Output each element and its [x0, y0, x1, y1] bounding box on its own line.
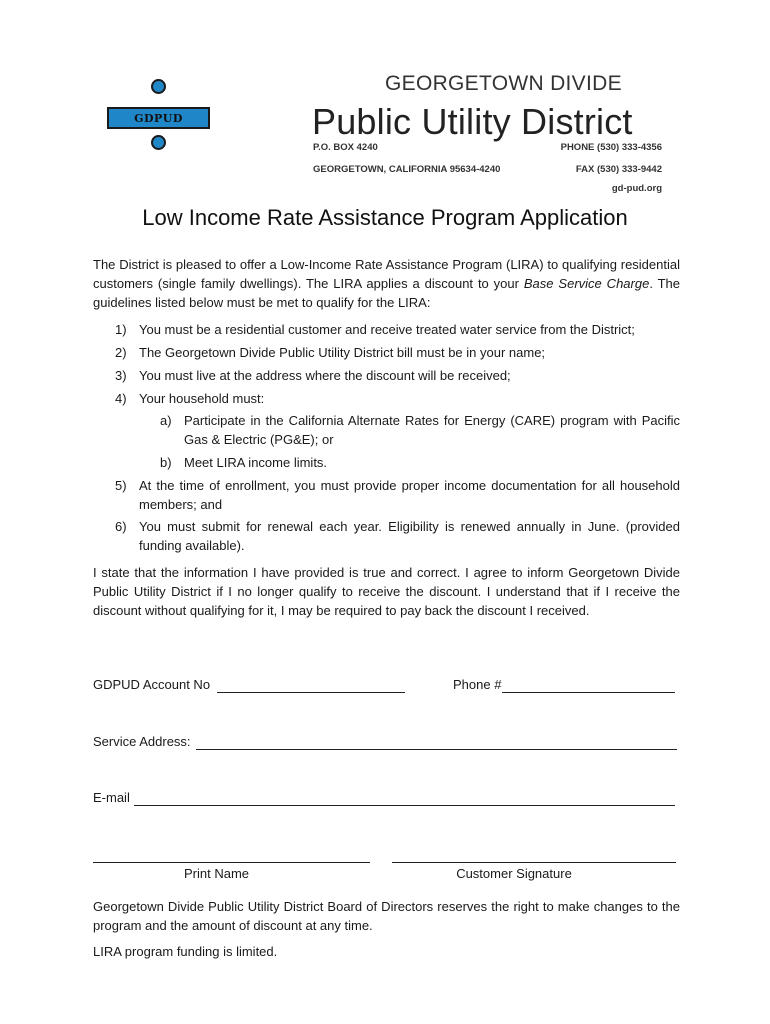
website: gd-pud.org — [611, 183, 662, 194]
logo-bottom-dot — [151, 135, 166, 150]
intro-italic: Base Service Charge — [523, 276, 650, 291]
account-number-field[interactable] — [217, 692, 405, 693]
intro-paragraph — [93, 255, 680, 312]
funding-note: LIRA program funding is limited. — [93, 944, 278, 959]
account-label: GDPUD Account No — [93, 677, 211, 692]
address-label: Service Address: — [93, 734, 191, 749]
print-name-field[interactable] — [93, 862, 370, 863]
intro-text-2: . The guidelines listed below must be met to qualify for the LIRA: — [93, 276, 681, 310]
signature-field[interactable] — [392, 862, 676, 863]
logo-text: GDPUD — [134, 111, 183, 125]
phone-number: PHONE (530) 333-4356 — [560, 142, 662, 153]
intro-text-1: The District is pleased to offer a Low-Income Rate Assistance Program (LIRA) to qualifying residential customers (single family dwellings). The LIRA applies a discount to your — [93, 257, 680, 291]
phone-field[interactable] — [502, 692, 675, 693]
logo-bar — [107, 107, 210, 129]
email-label: E-mail — [93, 790, 130, 805]
fax-number: FAX (530) 333-9442 — [575, 164, 662, 175]
email-field[interactable] — [134, 805, 675, 806]
gdpud-logo — [104, 79, 214, 154]
org-name-top: GEORGETOWN DIVIDE — [385, 72, 622, 95]
print-name-label: Print Name — [183, 866, 250, 881]
document-page: GDPUD GEORGETOWN DIVIDE Public Utility District P.O. BOX 4240 GEORGETOWN, CALIFORNIA 95634-4240 PHONE (530) 333-4356 FAX (530) 333-9442 gd-pud.org Low Income Rate Assistance Program Application The District is pleased to offer a Low-Income Rate Assistance Program (LIRA) to qualifying residential customers (single family dwellings). The LIRA applies a discount to your Base Service Charge. The guidelines listed below must be met to qualify for the LIRA: 1) You must be a residential customer and receive treated water service from the District; 2) The Georgetown Divide Public Utility District bill must be in your name; 3) You must live at the address where the discount will be received; 4) Your household must: a) Participate in the California Alternate Rates for Energy (CARE) program with Pacific Gas & Electric (PG&E); or b) Meet LIRA income limits. 5) At the time of enrollment, you must provide proper income documentation for all household members; and 6) You must submit for renewal each year. Eligibility is renewed annually in June. (provided funding available). I state that the information I have provided is true and correct. I agree to inform Georgetown Divide Public Utility District if I no longer qualify to receive the discount. I understand that if I receive the discount without qualifying for it, I may be required to pay back the discount I received. GDPUD Account No Phone # Service Address: E-mail Print Name Customer Signature Georgetown Divide Public Utility District Board of Directors reserves the right to make changes to the program and the amount of discount at any time. LIRA program funding is limited. — [0, 0, 770, 1024]
disclaimer-paragraph: Georgetown Divide Public Utility District Board of Directors reserves the right to make changes to the program and the amount of discount at any time. — [93, 899, 680, 933]
org-name-main: Public Utility District — [312, 101, 633, 142]
city-address: GEORGETOWN, CALIFORNIA 95634-4240 — [313, 164, 501, 175]
logo-top-dot — [151, 79, 166, 94]
po-box: P.O. BOX 4240 — [313, 142, 378, 153]
service-address-field[interactable] — [196, 749, 677, 750]
phone-label: Phone # — [453, 677, 502, 692]
form-title: Low Income Rate Assistance Program Application — [142, 205, 628, 230]
signature-label: Customer Signature — [456, 866, 572, 881]
statement-paragraph: I state that the information I have provided is true and correct. I agree to inform Georgetown Divide Public Utility District if I no longer qualify to receive the discount. I understand that if I receive the discount without qualifying for it, I may be required to pay back the discount I received. — [93, 565, 680, 618]
